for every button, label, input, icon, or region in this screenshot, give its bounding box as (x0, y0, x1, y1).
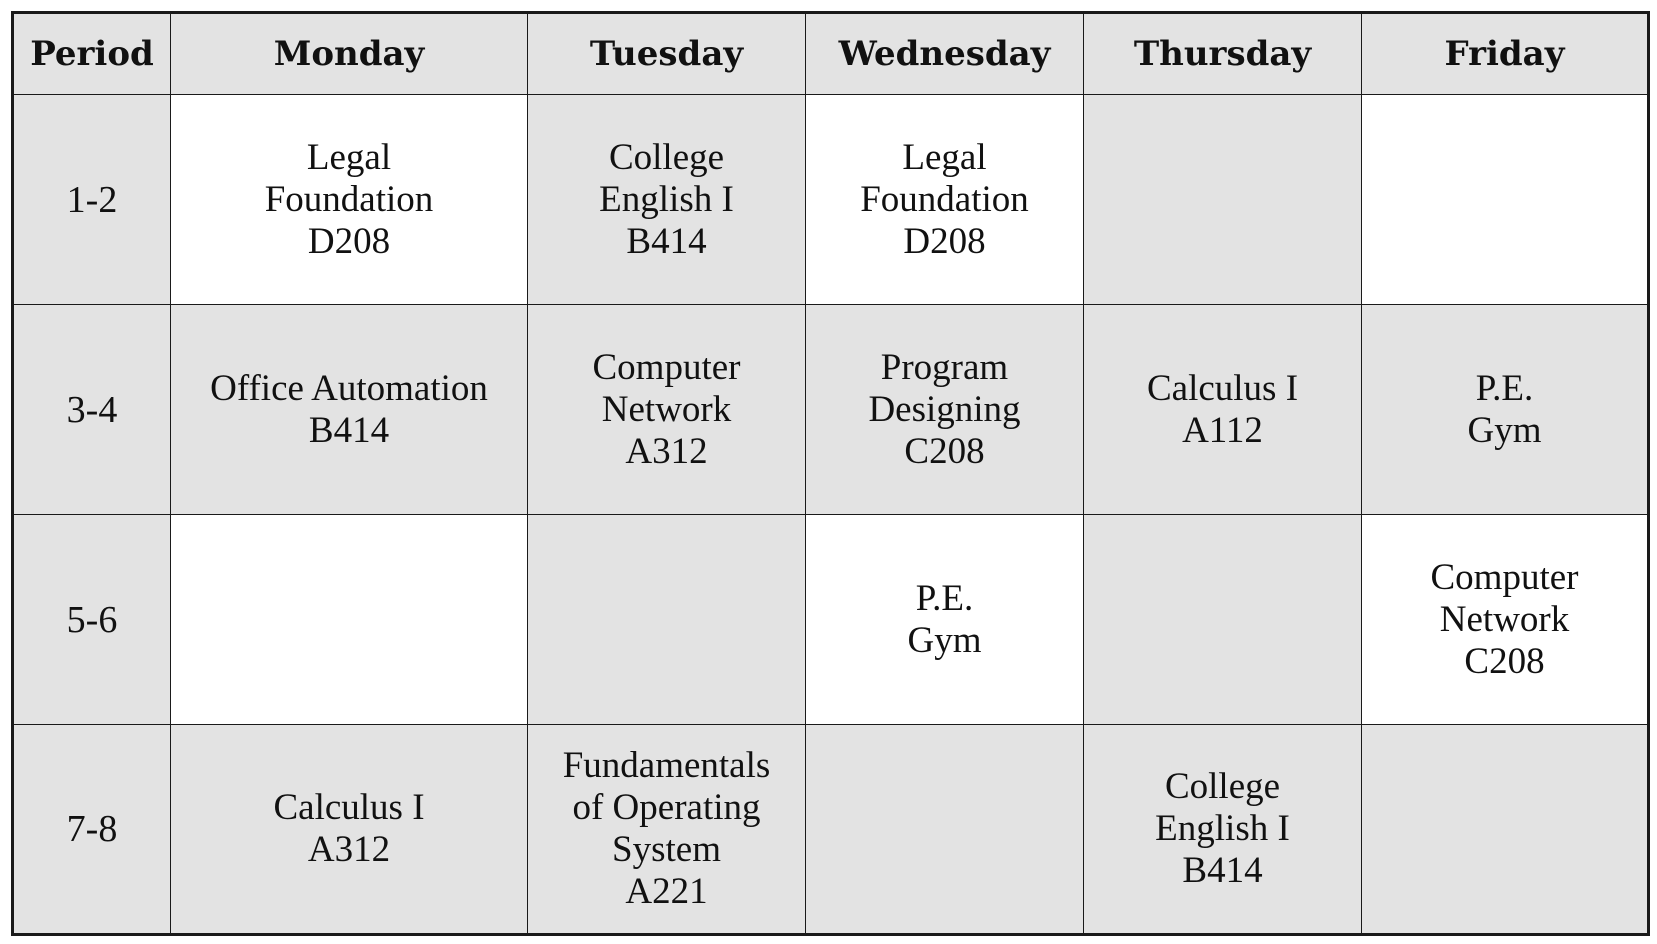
class-cell-monday (171, 725, 528, 935)
table-row (13, 725, 1649, 935)
class-text-line: College (1164, 766, 1281, 807)
period-label: 7-8 (13, 725, 171, 935)
table-row (13, 515, 1649, 725)
class-text-line: C208 (1464, 640, 1545, 682)
class-text-line: A312 (307, 829, 391, 870)
header-friday: Friday (1362, 13, 1649, 95)
class-text-line: Calculus I (273, 787, 425, 828)
header-monday: Monday (171, 13, 528, 95)
class-cell-wednesday (806, 305, 1084, 515)
class-cell-wednesday (806, 725, 1084, 935)
class-cell-monday (171, 95, 528, 305)
period-label: 3-4 (13, 305, 171, 515)
class-text-line: Foundation (860, 178, 1029, 220)
class-cell-monday (171, 305, 528, 515)
timetable-header (13, 13, 1649, 95)
class-cell-tuesday (528, 305, 806, 515)
class-text-line: Calculus I (1146, 367, 1299, 409)
period-label: 1-2 (13, 95, 171, 305)
class-text-line: Gym (907, 619, 982, 661)
header-wednesday: Wednesday (806, 13, 1084, 95)
table-row (13, 95, 1649, 305)
class-text-line: Office Automation (210, 367, 488, 409)
header-period: Period (13, 13, 171, 95)
class-text-line: B414 (308, 409, 390, 451)
class-text-line: A312 (625, 430, 708, 472)
timetable-body (13, 95, 1649, 935)
class-cell-friday (1362, 95, 1649, 305)
class-text-line: Network (1439, 598, 1570, 640)
class-text-line: Foundation (264, 178, 434, 220)
class-text-line: of Operating (572, 787, 761, 828)
class-text-line: C208 (904, 430, 985, 472)
class-text-line: B414 (626, 220, 707, 262)
class-cell-friday (1362, 725, 1649, 935)
class-text-line: B414 (1182, 850, 1263, 891)
table-row (13, 305, 1649, 515)
header-tuesday: Tuesday (528, 13, 806, 95)
class-text-line: Designing (868, 388, 1021, 430)
class-text-line: System (612, 829, 721, 870)
class-text-line: Fundamentals (562, 745, 771, 786)
class-cell-wednesday (806, 95, 1084, 305)
class-text-line: A221 (625, 871, 708, 912)
class-text-line: Computer (1430, 556, 1579, 598)
class-cell-thursday (1084, 725, 1362, 935)
class-text-line: English I (599, 178, 734, 220)
class-cell-thursday (1084, 305, 1362, 515)
class-cell-tuesday (528, 515, 806, 725)
class-text-line: P.E. (1475, 367, 1534, 409)
class-text-line: Program (880, 346, 1009, 388)
header-row (13, 13, 1649, 95)
class-cell-tuesday (528, 725, 806, 935)
class-cell-thursday (1084, 95, 1362, 305)
class-cell-wednesday (806, 515, 1084, 725)
class-cell-tuesday (528, 95, 806, 305)
class-cell-friday (1362, 515, 1649, 725)
class-text-line: Computer (592, 346, 741, 388)
class-text-line: Gym (1467, 409, 1542, 451)
class-text-line: D208 (903, 220, 986, 262)
class-text-line: Legal (902, 136, 987, 178)
header-thursday: Thursday (1084, 13, 1362, 95)
class-timetable (11, 11, 1650, 936)
class-cell-monday (171, 515, 528, 725)
class-text-line: Legal (306, 136, 392, 178)
class-text-line: English I (1155, 808, 1290, 849)
class-cell-thursday (1084, 515, 1362, 725)
class-text-line: D208 (307, 220, 391, 262)
class-cell-friday (1362, 305, 1649, 515)
class-text-line: Network (601, 388, 732, 430)
class-text-line: A112 (1182, 409, 1263, 451)
class-text-line: P.E. (915, 577, 974, 619)
period-label: 5-6 (13, 515, 171, 725)
class-text-line: College (608, 136, 725, 178)
